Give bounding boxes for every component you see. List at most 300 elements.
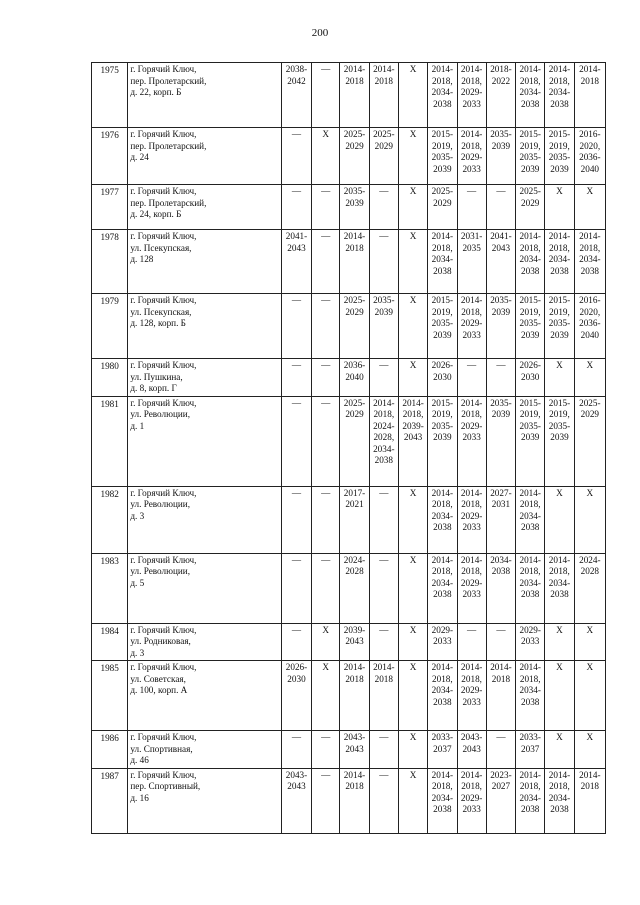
period-cell [428,359,457,397]
period-line: 2040 [580,163,599,174]
period-line: 2030 [287,673,306,684]
period-line: 2038 [521,804,540,814]
period-cell [281,623,311,661]
period-line: 2018- [490,64,512,74]
period-line: 2023- [490,769,512,780]
period-line: 2018, [461,306,482,317]
period-line: 2018, [549,566,570,576]
table-row [92,768,606,833]
period-line: 2033 [433,636,452,646]
period-line: X [586,662,594,672]
period-line: 2014- [343,769,366,780]
period-line: 2039 [433,432,452,442]
period-line: — [291,295,302,305]
period-line: 2038 [580,265,599,276]
period-line: 2038 [491,566,511,576]
period-cell [486,185,515,230]
address-cell [128,230,281,294]
table-row [92,553,606,623]
period-line: 2043 [345,636,364,646]
row-number: 1976 [92,128,128,185]
period-line: — [496,732,506,742]
address-cell [128,63,281,128]
period-cell [516,359,545,397]
period-line: 2038 [521,696,540,707]
period-line: 2034- [519,577,541,588]
period-line: 2039 [521,329,540,340]
period-line: 2038 [521,589,540,599]
period-cell [574,128,605,185]
address-cell [128,486,281,553]
period-line: 2039 [374,306,393,317]
period-cell [369,486,398,553]
period-line: 2018, [461,673,482,684]
period-cell [369,731,398,769]
period-line: 2018, [519,75,541,86]
row-number: 1975 [92,63,128,128]
period-line: 2015- [519,295,541,305]
address-line: д. 8, корп. Г [130,383,177,393]
address-line: д. 3 [130,510,145,521]
period-line: 2038 [550,804,569,814]
period-cell [369,359,398,397]
period-cell [516,396,545,486]
period-line: 2039 [345,197,364,208]
period-line: — [379,186,389,196]
period-cell [281,63,311,128]
period-line: X [409,129,417,139]
period-cell [398,768,427,833]
period-line: 2018 [580,781,599,791]
period-line: 2038 [374,455,393,465]
period-cell [545,553,574,623]
period-line: 2026- [431,360,454,370]
period-cell [340,768,369,833]
period-cell [428,185,457,230]
address-line: г. Горячий Ключ, [130,360,197,370]
period-line: 2035- [548,420,571,431]
period-line: 2034- [579,254,601,264]
period-line: 2014- [490,662,512,672]
period-line: 2018, [432,499,453,509]
period-cell [340,396,369,486]
period-line: 2014- [519,662,541,672]
period-line: 2029- [519,624,541,635]
period-cell [457,731,486,769]
period-line: 2014- [343,662,366,672]
period-line: 2033 [462,98,481,109]
address-line: ул. Пушкина, [130,371,183,382]
period-cell [281,731,311,769]
period-cell [312,661,340,731]
period-cell [516,623,545,661]
period-line: — [379,732,389,742]
period-cell [574,731,605,769]
period-cell [281,359,311,397]
address-line: д. 24 [130,152,149,162]
period-line: 2033 [521,636,540,646]
period-line: 2033 [462,804,481,814]
period-line: — [291,554,302,565]
address-line: г. Горячий Ключ, [130,186,197,196]
period-line: 2018, [461,566,482,576]
period-cell [281,185,311,230]
schedule-table [91,62,606,834]
period-cell [340,553,369,623]
period-line: 2018, [432,781,453,791]
period-line: 2043 [403,432,423,442]
period-line: — [321,360,331,370]
period-line: 2036- [343,360,366,370]
period-line: 2016- [579,295,601,305]
period-line: 2018 [374,673,393,684]
period-line: 2038 [433,98,452,109]
period-line: 2025- [519,186,541,196]
period-line: 2014- [343,64,366,74]
period-line: 2034- [548,254,571,264]
period-line: 2029 [521,197,540,208]
address-line: пер. Пролетарский, [130,197,207,208]
period-line: 2025- [373,129,395,139]
period-cell [574,553,605,623]
period-line: 2029- [431,624,454,635]
period-line: X [409,624,417,635]
period-line: — [321,64,331,74]
table-row [92,128,606,185]
period-line: 2029- [460,152,483,162]
period-cell [574,768,605,833]
period-cell [369,128,398,185]
period-line: 2035 [462,242,481,253]
period-line: 2015- [548,129,571,139]
period-line: 2033 [462,163,481,174]
period-cell [516,63,545,128]
period-line: — [321,186,331,196]
period-line: 2035- [431,318,454,328]
period-line: 2039 [521,432,540,442]
period-line: — [496,186,506,196]
period-line: 2014- [519,64,541,74]
period-line: 2034- [548,792,571,803]
period-cell [516,553,545,623]
row-number: 1979 [92,294,128,359]
period-line: 2039 [433,329,452,340]
address-cell [128,553,281,623]
address-line: д. 3 [130,647,145,658]
period-line: 2034- [548,87,571,97]
period-line: 2015- [548,397,571,408]
period-line: — [379,769,389,780]
period-line: 2033 [462,432,481,442]
period-line: 2035- [490,397,512,408]
period-cell [369,396,398,486]
period-line: 2035- [490,295,512,305]
period-line: 2018 [580,75,599,86]
period-line: 2034- [490,554,512,565]
period-cell [340,230,369,294]
period-line: 2038 [521,98,540,109]
period-cell [457,396,486,486]
period-line: 2038 [550,589,569,599]
period-line: 2037 [521,743,540,754]
period-line: 2015- [431,397,454,408]
period-line: 2035- [548,152,571,162]
period-line: — [291,186,302,196]
period-line: 2033 [462,522,481,532]
period-line: 2018, [519,499,541,509]
period-line: X [322,662,330,672]
table-row [92,294,606,359]
address-cell [128,731,281,769]
period-line: 2014- [431,64,454,74]
period-line: 2043- [343,732,366,742]
period-line: — [291,487,302,498]
period-line: X [586,624,594,635]
period-line: X [409,186,417,196]
period-line: 2014- [519,554,541,565]
period-line: 2018 [345,242,364,253]
period-line: 2018, [461,75,482,86]
period-cell [428,623,457,661]
period-line: 2027- [490,487,512,498]
period-cell [545,63,574,128]
address-line: ул. Советская, [130,673,186,684]
period-line: 2017- [343,487,366,498]
period-cell [369,661,398,731]
address-line: ул. Псекупская, [130,242,192,253]
period-line: — [321,397,331,408]
period-line: — [379,487,389,498]
period-line: 2018, [549,781,570,791]
period-line: 2014- [460,662,483,672]
period-cell [398,128,427,185]
period-line: X [409,64,417,74]
address-line: г. Горячий Ключ, [130,732,197,742]
address-line: г. Горячий Ключ, [130,295,197,305]
period-cell [281,486,311,553]
period-line: 2014- [519,487,541,498]
period-line: 2019, [549,306,570,317]
period-cell [545,230,574,294]
period-line: 2038 [433,589,452,599]
period-cell [545,396,574,486]
period-line: 2024- [373,420,395,431]
address-cell [128,185,281,230]
period-line: 2018, [432,673,453,684]
period-line: 2018 [491,673,511,684]
period-cell [340,63,369,128]
period-line: 2025- [343,295,366,305]
row-number: 1978 [92,230,128,294]
period-line: 2018 [345,781,364,791]
period-line: X [409,360,417,370]
period-line: — [379,554,389,565]
period-cell [457,294,486,359]
period-line: 2043- [460,732,483,742]
period-cell [312,486,340,553]
period-cell [574,294,605,359]
period-line: 2034- [431,254,454,264]
period-line: 2014- [548,769,571,780]
period-line: 2036- [579,318,601,328]
period-line: 2038 [550,98,569,109]
period-line: 2034- [431,792,454,803]
period-line: 2035- [519,420,541,431]
period-cell [281,294,311,359]
period-line: 2029- [460,318,483,328]
period-line: X [556,360,563,370]
address-line: ул. Спортивная, [130,743,193,754]
period-cell [340,623,369,661]
row-number: 1986 [92,731,128,769]
period-line: 2039 [550,329,569,340]
period-cell [574,396,605,486]
period-line: 2018, [373,409,395,419]
period-line: 2030 [521,371,540,382]
period-line: 2043 [491,242,511,253]
period-line: 2034- [431,577,454,588]
address-line: д. 128, корп. Б [130,318,186,328]
period-cell [486,359,515,397]
period-line: 2029 [345,409,364,419]
period-line: 2042 [287,75,306,86]
period-line: 2035- [373,295,395,305]
period-line: 2022 [491,75,511,86]
period-line: 2043- [285,769,308,780]
period-cell [428,63,457,128]
period-line: 2038 [521,522,540,532]
period-line: 2019, [432,409,453,419]
period-line: X [556,186,563,196]
period-cell [574,486,605,553]
period-cell [312,359,340,397]
address-line: ул. Революции, [130,409,191,419]
address-cell [128,661,281,731]
period-line: 2035- [490,129,512,139]
period-line: 2038 [550,265,569,276]
address-line: д. 100, корп. А [130,685,188,695]
period-line: 2025- [343,129,366,139]
period-cell [545,185,574,230]
period-line: — [321,732,331,742]
address-line: д. 128 [130,254,154,264]
period-line: 2025- [579,397,601,408]
period-line: 2014- [460,487,483,498]
period-cell [545,731,574,769]
period-line: 2015- [519,397,541,408]
period-line: 2020, [579,140,601,151]
period-line: 2014- [460,129,483,139]
address-cell [128,359,281,397]
period-line: 2019, [519,306,541,317]
table-row [92,623,606,661]
period-cell [574,623,605,661]
period-line: X [556,624,563,635]
address-line: д. 22, корп. Б [130,87,182,97]
row-number: 1982 [92,486,128,553]
period-cell [281,396,311,486]
period-line: 2034- [431,510,454,521]
address-line: ул. Революции, [130,499,191,509]
period-cell [312,230,340,294]
table-row [92,185,606,230]
period-line: 2015- [431,295,454,305]
period-line: 2039- [402,420,424,431]
period-cell [369,768,398,833]
period-line: 2038 [433,696,452,707]
period-cell [398,294,427,359]
period-line: X [586,487,594,498]
period-line: 2014- [579,231,601,241]
period-cell [457,359,486,397]
period-line: 2018, [432,75,453,86]
address-line: пер. Пролетарский, [130,140,207,151]
row-number: 1977 [92,185,128,230]
period-cell [281,128,311,185]
period-cell [486,63,515,128]
address-line: г. Горячий Ключ, [130,397,197,408]
period-cell [398,230,427,294]
address-line: д. 24, корп. Б [130,209,182,219]
period-cell [428,768,457,833]
period-line: 2039 [491,409,511,419]
period-line: 2039 [433,163,452,174]
period-line: 2014- [343,231,366,241]
period-line: 2018 [345,75,364,86]
period-line: 2028 [580,566,599,576]
period-line: 2035- [431,420,454,431]
period-line: 2033- [519,732,541,742]
period-cell [457,128,486,185]
period-line: X [556,732,563,742]
period-line: 2029- [460,685,483,695]
period-cell [340,359,369,397]
table-row [92,63,606,128]
period-cell [545,623,574,661]
period-cell [369,294,398,359]
period-line: 2035- [519,318,541,328]
period-line: 2018, [519,673,541,684]
period-line: 2035- [431,152,454,162]
period-cell [369,230,398,294]
period-cell [398,396,427,486]
period-line: 2029- [460,577,483,588]
address-line: пер. Пролетарский, [130,75,207,86]
period-line: 2014- [431,487,454,498]
period-cell [486,661,515,731]
period-cell [574,185,605,230]
period-line: 2038 [433,522,452,532]
period-line: 2024- [343,554,366,565]
period-line: — [321,554,331,565]
period-cell [340,294,369,359]
period-line: 2018, [579,242,601,253]
address-cell [128,294,281,359]
period-line: 2019, [432,306,453,317]
period-cell [545,486,574,553]
period-line: — [291,732,302,742]
address-line: г. Горячий Ключ, [130,64,197,74]
period-line: X [556,662,563,672]
period-line: 2018, [461,499,482,509]
period-line: 2034- [519,510,541,521]
period-cell [457,486,486,553]
period-cell [457,63,486,128]
table-row [92,359,606,397]
period-cell [428,486,457,553]
period-cell [428,230,457,294]
address-cell [128,623,281,661]
